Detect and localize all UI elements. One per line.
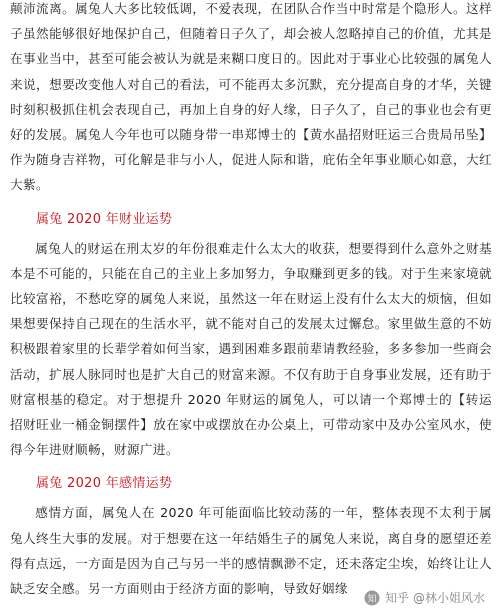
zhihu-logo-icon (364, 590, 380, 606)
intro-paragraph: 颠沛流离。属兔人大多比较低调，不爱表现，在团队合作当中时常是个隐形人。这样子虽然能够很好地保护自己，但随着日子久了，却会被人忽略掉自己的价值，尤其是在事业当中，甚至可能会被认为就是来糊口度日的。因此对于事业心比较强的属兔人来说，想要改变他人对自己的看法，可不能再太多沉默，充分提高自身的才华，关键时刻积极抓住机会表现自己，再加上自身的好人缘，日子久了，自己的事业也会有更好的发展。属兔人今年也可以随身带一串郑博士的【黄水晶招财旺运三合贵局吊坠】作为随身吉祥物，可化解是非与小人，促进人际和谐，庇佑全年事业顺心如意，大红大紫。 (10, 1, 492, 193)
section-heading-wealth: 属兔 2020 年财业运势 (36, 211, 173, 227)
svg-text:知: 知 (367, 594, 377, 604)
section-paragraph-wealth: 属兔人的财运在刑太岁的年份很难走什么太大的收获，想要得到什么意外之财基本是不可能的，只能在自己的主业上多加努力，争取赚到更多的钱。对于生来家境就比较富裕，不愁吃穿的属兔人来说，虽然这一年在财运上没有什么太大的烦恼，但如果想要保持自己现在的生活水平，就不能对自己的发展太过懈怠。家里做生意的不妨积极跟着家里的长辈学着如何当家，遇到困难多跟前辈请教经验，多多参加一些商会活动，扩展人脉同时也是扩大自己的财富来源。不仅有助于自身事业发展，还有助于财富根基的稳定。对于想提升 2020 年财运的属兔人，可以请一个郑博士的【转运招财旺业一桶金铜摆件】放在家中或摆放在办公桌上，可带动家中及办公室风水，使得今年进财顺畅，财源广进。 (10, 240, 492, 458)
watermark (361, 588, 488, 607)
section-paragraph-love: 感情方面，属兔人在 2020 年可能面临比较动荡的一年，整体表现不太利于属兔人终生大事的发展。对于想要在这一年结婚生子的属兔人来说，离自身的愿望还差得有点远，一方面是因为自己与另一半的感情飘渺不定，还未落定尘埃，始终让让人缺乏安全感。另一方面则由于经济方面的影响，导致好姻缘 (10, 505, 492, 597)
watermark-text: 知乎 @林小姐风水 (385, 591, 485, 605)
section-heading-love: 属兔 2020 年感情运势 (36, 476, 173, 492)
